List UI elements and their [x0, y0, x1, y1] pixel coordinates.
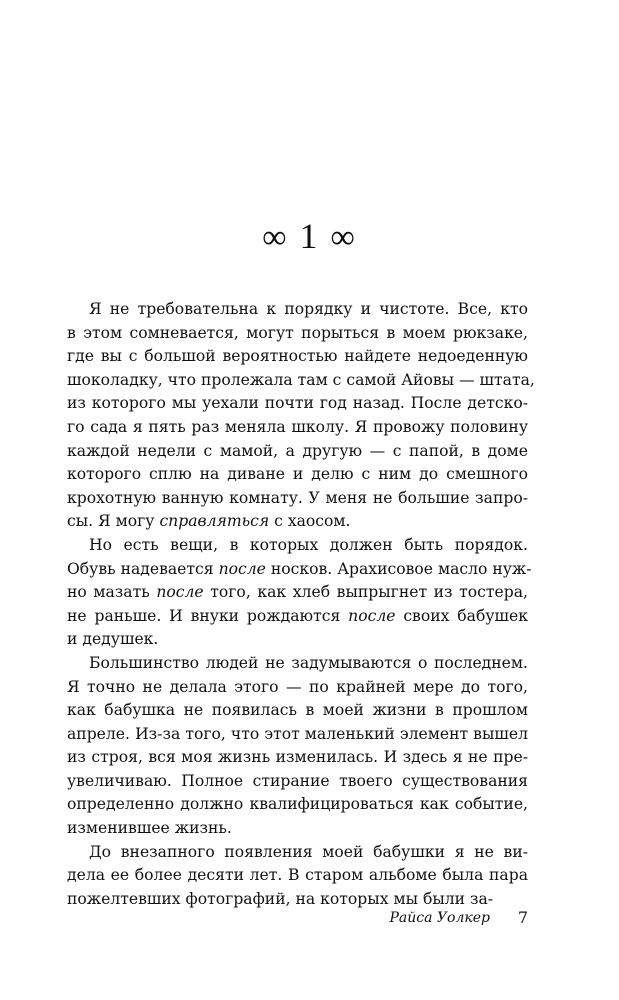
- page-footer: [67, 906, 528, 930]
- chapter-number: 1: [299, 216, 320, 256]
- text-segment: из которого мы уехали почти год назад. После детско-: [67, 394, 528, 413]
- text-line: [67, 345, 528, 369]
- text-segment: го сада я пять раз меняла школу. Я провожу половину: [67, 417, 528, 436]
- text-line: [67, 864, 528, 888]
- text-segment: как бабушка не появилась в моей жизни в прошлом: [67, 701, 528, 720]
- emphasized-text: после: [218, 559, 266, 578]
- text-segment: с хаосом.: [269, 512, 351, 531]
- text-segment: где вы с большой вероятностью найдете недоеденную: [67, 347, 528, 366]
- text-segment: своих бабушек: [395, 606, 528, 625]
- text-segment: изменившее жизнь.: [67, 819, 232, 838]
- text-line: [67, 628, 528, 652]
- text-segment: того, как хлеб выпрыгнет из тостера,: [203, 583, 528, 602]
- text-line: [67, 841, 528, 865]
- text-line: [67, 440, 528, 464]
- chapter-ornament-left: ∞: [262, 219, 289, 256]
- text-line: [67, 699, 528, 723]
- text-segment: шоколадку, что пролежала там с самой Айовы — штата,: [67, 370, 535, 389]
- text-line: [67, 652, 528, 676]
- emphasized-text: после: [348, 606, 396, 625]
- body-text: [67, 298, 535, 911]
- text-line: [67, 392, 528, 416]
- chapter-heading: [0, 214, 619, 260]
- text-segment: каждой недели с мамой, а другую — с папой, в доме: [67, 441, 528, 460]
- text-line: [67, 770, 528, 794]
- text-segment: которого сплю на диване и делю с ним до смешного: [67, 465, 528, 484]
- paragraph: [67, 841, 528, 912]
- text-segment: носков. Арахисовое масло нуж-: [265, 559, 532, 578]
- chapter-ornament-right: ∞: [330, 219, 357, 256]
- text-segment: из строя, вся моя жизнь изменилась. И здесь я не пре-: [67, 748, 528, 767]
- text-line: [67, 416, 528, 440]
- text-segment: сы. Я могу: [67, 512, 160, 531]
- text-segment: Но есть вещи, в которых должен быть порядок.: [89, 535, 528, 554]
- paragraph: [67, 534, 532, 652]
- text-line: [67, 487, 528, 511]
- paragraph: [67, 298, 535, 534]
- emphasized-text: справляться: [159, 512, 270, 531]
- paragraph: [67, 652, 528, 841]
- text-line: [67, 793, 528, 817]
- text-line: [67, 369, 535, 393]
- text-line: [67, 322, 528, 346]
- text-line: [67, 581, 528, 605]
- text-line: [67, 817, 528, 841]
- running-footer-author: Райса Уолкер: [389, 910, 490, 926]
- text-line: [67, 534, 528, 558]
- text-segment: крохотную ванную комнату. У меня не большие запро-: [67, 488, 528, 507]
- text-segment: и дедушек.: [67, 630, 159, 649]
- text-segment: пожелтевших фотографий, на которых мы были за-: [67, 889, 494, 908]
- text-line: [67, 723, 528, 747]
- text-segment: в этом сомневается, могут порыться в моем рюкзаке,: [67, 323, 528, 342]
- text-segment: До внезапного появления моей бабушки я не ви-: [89, 842, 528, 861]
- text-line: [67, 746, 528, 770]
- page-number: 7: [517, 908, 528, 927]
- text-line: [67, 510, 528, 534]
- text-segment: Я точно не делала этого — по крайней мере до того,: [67, 677, 528, 696]
- text-segment: Большинство людей не задумываются о последнем.: [89, 653, 528, 672]
- text-segment: дела ее более десяти лет. В старом альбоме была пара: [67, 866, 528, 885]
- text-line: [67, 298, 528, 322]
- text-line: [67, 605, 528, 629]
- text-segment: определенно должно квалифицироваться как событие,: [67, 795, 528, 814]
- text-segment: не раньше. И внуки рождаются: [67, 606, 349, 625]
- text-segment: увеличиваю. Полное стирание твоего существования: [67, 771, 528, 790]
- emphasized-text: после: [156, 583, 204, 602]
- text-segment: но мазать: [67, 583, 157, 602]
- text-segment: Я не требовательна к порядку и чистоте. Все, кто: [89, 300, 528, 318]
- text-line: [67, 463, 528, 487]
- text-segment: Обувь надевается: [67, 559, 219, 578]
- text-line: [67, 676, 528, 700]
- text-segment: апреле. Из-за того, что этот маленький элемент вышел: [67, 724, 528, 743]
- text-line: [67, 558, 532, 582]
